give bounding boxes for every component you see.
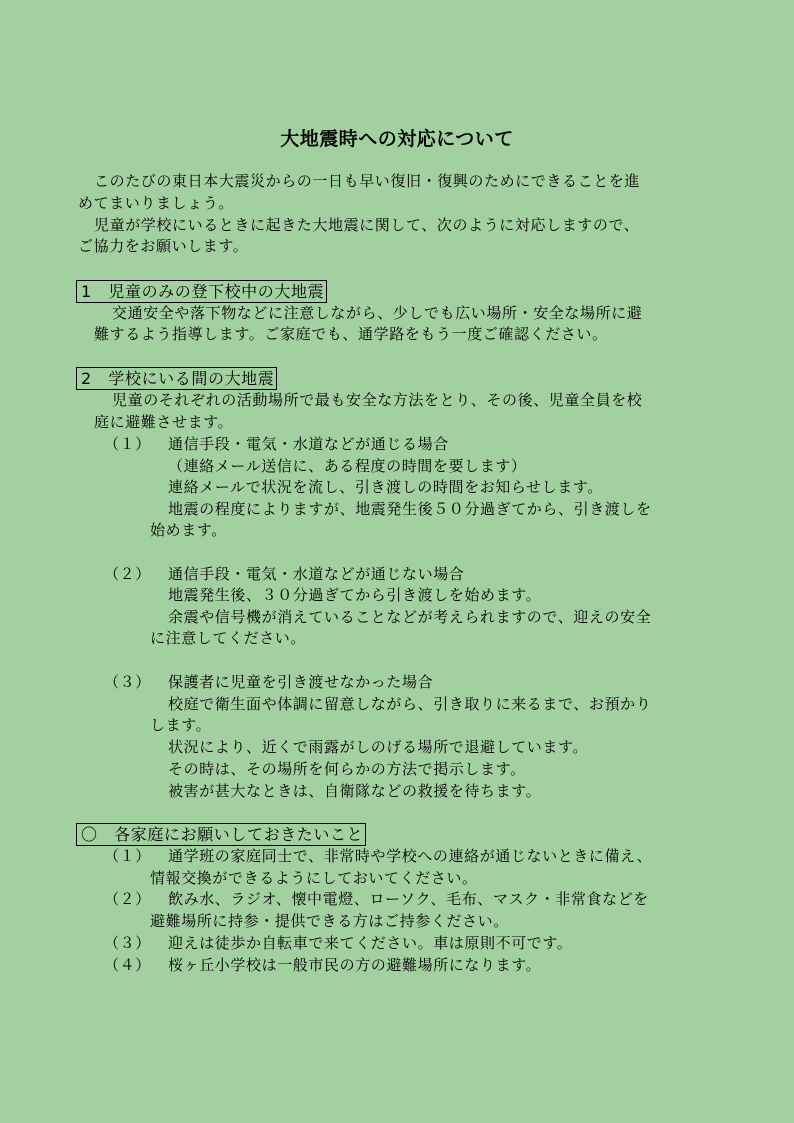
case2-number: （２） <box>104 565 151 583</box>
request1-line1: 通学班の家庭同士で、非常時や学校への連絡が通じないときに備え、 <box>168 847 653 865</box>
request1-line2: 情報交換ができるようにしておいてください。 <box>150 869 478 887</box>
intro-p1-line2: めてまいりましょう。 <box>78 194 235 212</box>
case1-line2: 地震の程度によりますが、地震発生後５０分過ぎてから、引き渡しを <box>168 500 652 518</box>
case1-number: （１） <box>104 435 151 453</box>
request3-line1: 迎えは徒歩か自転車で来てください。車は原則不可です。 <box>168 934 573 952</box>
request2-line2: 避難場所に持参・提供できる方はご持参ください。 <box>150 912 509 930</box>
intro-p2-line1: 児童が学校にいるときに起きた大地震に関して、次のように対応しますので、 <box>94 216 640 234</box>
request2-number: （２） <box>104 890 151 908</box>
intro-p1-line1: このたびの東日本大震災からの一日も早い復旧・復興のためにできることを進 <box>94 172 641 190</box>
case2-line2: 余震や信号機が消えていることなどが考えられますので、迎えの安全 <box>168 608 652 626</box>
request4-line1: 桜ヶ丘小学校は一般市民の方の避難場所になります。 <box>168 956 542 974</box>
case2-line1: 地震発生後、３０分過ぎてから引き渡しを始めます。 <box>168 586 542 604</box>
section3-heading: 〇 各家庭にお願いしておきたいこと <box>76 823 366 846</box>
case1-title: 通信手段・電気・水道などが通じる場合 <box>168 435 449 453</box>
case3-line3: 状況により、近くで雨露がしのげる場所で退避しています。 <box>168 738 589 756</box>
intro-p2-line2: ご協力をお願いします。 <box>78 237 249 255</box>
request2-line1: 飲み水、ラジオ、懐中電燈、ローソク、毛布、マスク・非常食などを <box>168 890 649 908</box>
case3-title: 保護者に児童を引き渡せなかった場合 <box>168 673 434 691</box>
section1-heading: 1 児童のみの登下校中の大地震 <box>76 280 327 303</box>
request4-number: （４） <box>104 956 151 974</box>
section2-heading: 2 学校にいる間の大地震 <box>76 367 277 390</box>
section2-body-line2: 庭に避難させます。 <box>94 413 234 431</box>
case1-note: （連絡メール送信に、ある程度の時間を要します） <box>168 457 527 475</box>
section1-body-line1: 交通安全や落下物などに注意しながら、少しでも広い場所・安全な場所に避 <box>112 304 643 322</box>
case2-line3: に注意してください。 <box>150 629 307 647</box>
section2-body-line1: 児童のそれぞれの活動場所で最も安全な方法をとり、その後、児童全員を校 <box>112 391 643 409</box>
section1-body-line2: 難するよう指導します。ご家庭でも、通学路をもう一度ご確認ください。 <box>94 325 608 343</box>
case3-number: （３） <box>104 673 151 691</box>
document-title: 大地震時への対応について <box>280 128 514 150</box>
case2-title: 通信手段・電気・水道などが通じない場合 <box>168 565 465 583</box>
case1-line1: 連絡メールで状況を流し、引き渡しの時間をお知らせします。 <box>168 478 603 496</box>
case3-line5: 被害が甚大なときは、自衛隊などの救援を待ちます。 <box>168 782 542 800</box>
case3-line1: 校庭で衛生面や体調に留意しながら、引き取りに来るまで、お預かり <box>168 695 652 713</box>
case3-line4: その時は、その場所を何らかの方法で掲示します。 <box>168 760 526 778</box>
request3-number: （３） <box>104 934 151 952</box>
case1-line3: 始めます。 <box>150 521 227 539</box>
case3-line2: します。 <box>150 716 212 734</box>
request1-number: （１） <box>104 847 151 865</box>
